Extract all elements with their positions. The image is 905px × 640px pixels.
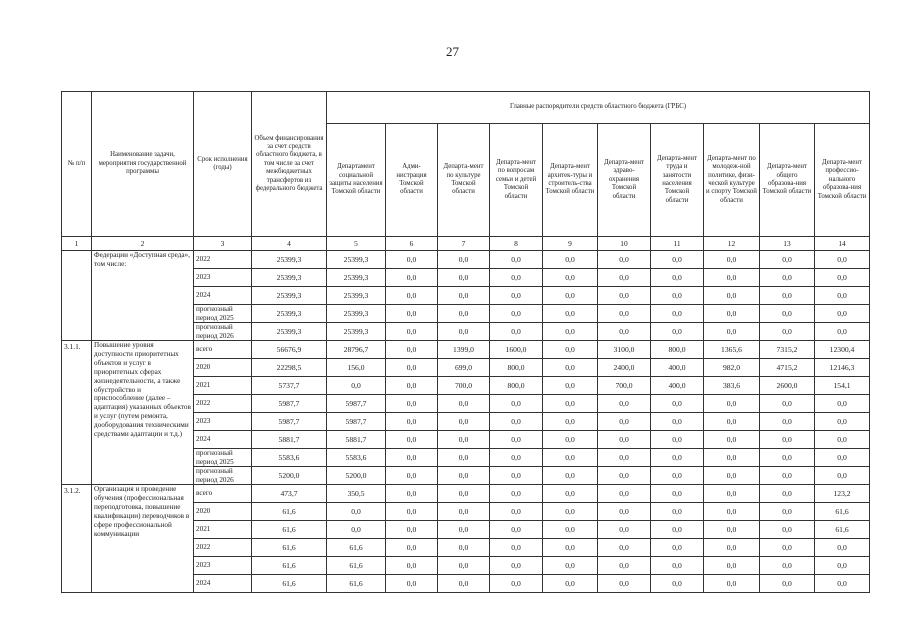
header-grbs-1: Департамент социальной защиты населения Томской области: [327, 124, 386, 237]
value-cell: 0,0: [438, 503, 490, 521]
value-cell: 61,6: [327, 539, 386, 557]
value-cell: 0,0: [815, 269, 870, 287]
value-cell: 0,0: [651, 557, 704, 575]
task-name: Повышение уровня доступности приоритетных объектов и услуг в приоритетных сферах жизнедеятельности, а также обустройство и приспособление (далее – адаптация) указанных объектов и услуг (путем ремонта, дооборудования техническими средствами адаптации и т.д.): [92, 341, 194, 485]
value-cell: 0,0: [704, 503, 760, 521]
value-cell: 0,0: [386, 575, 438, 593]
value-cell: 0,0: [543, 575, 598, 593]
value-cell: 0,0: [490, 521, 543, 539]
value-cell: 1399,0: [438, 341, 490, 359]
value-cell: 0,0: [386, 269, 438, 287]
value-cell: 2400,0: [598, 359, 651, 377]
value-cell: 0,0: [327, 377, 386, 395]
value-cell: 0,0: [651, 449, 704, 467]
value-cell: 0,0: [438, 539, 490, 557]
value-cell: 0,0: [651, 575, 704, 593]
value-cell: 0,0: [760, 269, 815, 287]
value-cell: 25399,3: [252, 269, 327, 287]
period-cell: 2021: [194, 377, 252, 395]
value-cell: 0,0: [704, 431, 760, 449]
value-cell: 0,0: [438, 467, 490, 485]
value-cell: 0,0: [543, 377, 598, 395]
value-cell: 0,0: [760, 323, 815, 341]
period-cell: прогнозный период 2026: [194, 467, 252, 485]
value-cell: 0,0: [438, 395, 490, 413]
column-number: 9: [543, 237, 598, 251]
value-cell: 0,0: [543, 269, 598, 287]
value-cell: 0,0: [704, 539, 760, 557]
value-cell: 0,0: [438, 431, 490, 449]
value-cell: 0,0: [704, 521, 760, 539]
value-cell: 0,0: [598, 449, 651, 467]
value-cell: 473,7: [252, 485, 327, 503]
value-cell: 5881,7: [252, 431, 327, 449]
value-cell: 156,0: [327, 359, 386, 377]
value-cell: 25399,3: [252, 251, 327, 269]
value-cell: 5987,7: [327, 413, 386, 431]
value-cell: 0,0: [490, 539, 543, 557]
value-cell: 61,6: [252, 503, 327, 521]
value-cell: 2600,0: [760, 377, 815, 395]
value-cell: 800,0: [651, 341, 704, 359]
header-term: Срок исполнения (годы): [194, 92, 252, 237]
value-cell: 0,0: [490, 269, 543, 287]
value-cell: 0,0: [598, 269, 651, 287]
value-cell: 0,0: [598, 413, 651, 431]
period-cell: 2022: [194, 539, 252, 557]
value-cell: 0,0: [598, 305, 651, 323]
value-cell: 0,0: [815, 323, 870, 341]
value-cell: 0,0: [490, 413, 543, 431]
value-cell: 0,0: [651, 269, 704, 287]
value-cell: 0,0: [651, 485, 704, 503]
value-cell: 0,0: [438, 449, 490, 467]
period-cell: прогнозный период 2025: [194, 305, 252, 323]
value-cell: 0,0: [760, 413, 815, 431]
value-cell: 0,0: [704, 413, 760, 431]
value-cell: 0,0: [490, 305, 543, 323]
value-cell: 0,0: [438, 557, 490, 575]
value-cell: 0,0: [386, 359, 438, 377]
value-cell: 0,0: [704, 557, 760, 575]
value-cell: 0,0: [543, 539, 598, 557]
period-cell: 2020: [194, 503, 252, 521]
header-grbs-10: Департа-мент профессио-нального образова-ния Томской области: [815, 124, 870, 237]
header-grbs-3: Департа-мент по культуре Томской области: [438, 124, 490, 237]
header-grbs-8: Департа-мент по молодеж-ной политике, физи-ческой культуре и спорту Томской области: [704, 124, 760, 237]
value-cell: 0,0: [704, 467, 760, 485]
value-cell: 56676,9: [252, 341, 327, 359]
period-cell: 2020: [194, 359, 252, 377]
financing-table: [61, 91, 870, 593]
header-num: № п/п: [62, 92, 92, 237]
value-cell: 0,0: [704, 485, 760, 503]
column-number: 5: [327, 237, 386, 251]
value-cell: 0,0: [438, 485, 490, 503]
value-cell: 0,0: [704, 575, 760, 593]
value-cell: 22298,5: [252, 359, 327, 377]
value-cell: 1365,6: [704, 341, 760, 359]
task-name: Организация и проведение обучения (профессиональная переподготовка, повышение квалификации) переводчиков в сфере профессиональной коммуникации: [92, 485, 194, 593]
value-cell: 0,0: [760, 431, 815, 449]
value-cell: 25399,3: [327, 287, 386, 305]
value-cell: 0,0: [760, 539, 815, 557]
value-cell: 0,0: [651, 503, 704, 521]
task-index: [62, 251, 92, 341]
value-cell: 0,0: [815, 395, 870, 413]
value-cell: 1600,0: [490, 341, 543, 359]
header-grbs-5: Департа-мент архитек-туры и строитель-ства Томской области: [543, 124, 598, 237]
value-cell: 61,6: [252, 557, 327, 575]
value-cell: 0,0: [543, 485, 598, 503]
value-cell: 0,0: [651, 305, 704, 323]
value-cell: 0,0: [490, 485, 543, 503]
value-cell: 982,0: [704, 359, 760, 377]
period-cell: всего: [194, 485, 252, 503]
value-cell: 0,0: [704, 287, 760, 305]
value-cell: 5987,7: [252, 395, 327, 413]
value-cell: 0,0: [543, 503, 598, 521]
table-row: [62, 341, 870, 359]
value-cell: 0,0: [386, 521, 438, 539]
value-cell: 0,0: [760, 521, 815, 539]
value-cell: 123,2: [815, 485, 870, 503]
value-cell: 0,0: [598, 251, 651, 269]
value-cell: 0,0: [386, 341, 438, 359]
value-cell: 0,0: [438, 521, 490, 539]
value-cell: 61,6: [815, 521, 870, 539]
value-cell: 0,0: [598, 521, 651, 539]
column-number: 1: [62, 237, 92, 251]
column-number: 2: [92, 237, 194, 251]
value-cell: 0,0: [543, 287, 598, 305]
value-cell: 0,0: [438, 575, 490, 593]
value-cell: 0,0: [704, 323, 760, 341]
value-cell: 0,0: [815, 557, 870, 575]
value-cell: 0,0: [815, 305, 870, 323]
value-cell: 0,0: [490, 557, 543, 575]
task-index: 3.1.2.: [62, 485, 92, 593]
header-grbs-2: Адми-нистрация Томской области: [386, 124, 438, 237]
value-cell: 0,0: [386, 557, 438, 575]
column-number: 14: [815, 237, 870, 251]
period-cell: 2023: [194, 557, 252, 575]
value-cell: 0,0: [386, 305, 438, 323]
value-cell: 61,6: [252, 539, 327, 557]
value-cell: 0,0: [598, 467, 651, 485]
value-cell: 0,0: [760, 503, 815, 521]
period-cell: 2024: [194, 431, 252, 449]
value-cell: 0,0: [438, 287, 490, 305]
value-cell: 0,0: [598, 485, 651, 503]
value-cell: 25399,3: [252, 305, 327, 323]
value-cell: 0,0: [386, 287, 438, 305]
value-cell: 383,6: [704, 377, 760, 395]
value-cell: 0,0: [438, 323, 490, 341]
value-cell: 0,0: [490, 575, 543, 593]
value-cell: 0,0: [543, 395, 598, 413]
value-cell: 0,0: [438, 305, 490, 323]
value-cell: 0,0: [815, 287, 870, 305]
value-cell: 0,0: [815, 431, 870, 449]
value-cell: 700,0: [598, 377, 651, 395]
value-cell: 0,0: [815, 449, 870, 467]
value-cell: 0,0: [543, 323, 598, 341]
value-cell: 0,0: [386, 377, 438, 395]
period-cell: 2022: [194, 395, 252, 413]
value-cell: 400,0: [651, 377, 704, 395]
value-cell: 0,0: [651, 287, 704, 305]
value-cell: 0,0: [386, 251, 438, 269]
value-cell: 0,0: [543, 413, 598, 431]
value-cell: 0,0: [760, 395, 815, 413]
value-cell: 5881,7: [327, 431, 386, 449]
value-cell: 0,0: [598, 503, 651, 521]
value-cell: 0,0: [543, 431, 598, 449]
value-cell: 0,0: [543, 305, 598, 323]
value-cell: 5200,0: [252, 467, 327, 485]
value-cell: 800,0: [490, 359, 543, 377]
column-number: 3: [194, 237, 252, 251]
value-cell: 12300,4: [815, 341, 870, 359]
value-cell: 0,0: [704, 251, 760, 269]
value-cell: 0,0: [704, 305, 760, 323]
value-cell: 0,0: [490, 395, 543, 413]
column-number: 4: [252, 237, 327, 251]
value-cell: 400,0: [651, 359, 704, 377]
period-cell: 2024: [194, 575, 252, 593]
value-cell: 0,0: [543, 251, 598, 269]
value-cell: 0,0: [651, 431, 704, 449]
value-cell: 154,1: [815, 377, 870, 395]
value-cell: 0,0: [815, 575, 870, 593]
value-cell: 0,0: [598, 323, 651, 341]
value-cell: 0,0: [490, 449, 543, 467]
value-cell: 0,0: [598, 287, 651, 305]
value-cell: 0,0: [490, 251, 543, 269]
value-cell: 61,6: [252, 575, 327, 593]
value-cell: 5583,6: [252, 449, 327, 467]
value-cell: 0,0: [543, 557, 598, 575]
header-grbs-4: Департа-мент по вопросам семьи и детей Томской области: [490, 124, 543, 237]
value-cell: 0,0: [327, 521, 386, 539]
value-cell: 800,0: [490, 377, 543, 395]
value-cell: 0,0: [651, 251, 704, 269]
task-index: 3.1.1.: [62, 341, 92, 485]
period-cell: прогнозный период 2026: [194, 323, 252, 341]
value-cell: 5987,7: [327, 395, 386, 413]
value-cell: 0,0: [651, 521, 704, 539]
value-cell: 25399,3: [327, 305, 386, 323]
column-number: 10: [598, 237, 651, 251]
column-number: 8: [490, 237, 543, 251]
period-cell: прогнозный период 2025: [194, 449, 252, 467]
header-grbs-9: Департа-мент общего образова-ния Томской области: [760, 124, 815, 237]
value-cell: 350,5: [327, 485, 386, 503]
value-cell: 25399,3: [252, 323, 327, 341]
value-cell: 0,0: [760, 575, 815, 593]
value-cell: 61,6: [327, 557, 386, 575]
value-cell: 0,0: [651, 467, 704, 485]
value-cell: 0,0: [815, 467, 870, 485]
page-number: 27: [446, 44, 459, 59]
value-cell: 0,0: [651, 395, 704, 413]
value-cell: 12146,3: [815, 359, 870, 377]
value-cell: 0,0: [704, 449, 760, 467]
value-cell: 5583,6: [327, 449, 386, 467]
value-cell: 0,0: [704, 395, 760, 413]
value-cell: 0,0: [386, 503, 438, 521]
column-number: 6: [386, 237, 438, 251]
header-grbs-6: Департа-мент здраво-охранения Томской области: [598, 124, 651, 237]
value-cell: 0,0: [760, 305, 815, 323]
value-cell: 0,0: [490, 467, 543, 485]
value-cell: 0,0: [490, 503, 543, 521]
value-cell: 0,0: [598, 557, 651, 575]
period-cell: 2024: [194, 287, 252, 305]
value-cell: 5987,7: [252, 413, 327, 431]
value-cell: 7315,2: [760, 341, 815, 359]
value-cell: 0,0: [386, 539, 438, 557]
value-cell: 0,0: [386, 485, 438, 503]
value-cell: 0,0: [327, 503, 386, 521]
task-name: Федерации «Доступная среда», том числе:: [92, 251, 194, 341]
value-cell: 0,0: [543, 521, 598, 539]
value-cell: 0,0: [386, 467, 438, 485]
value-cell: 0,0: [543, 341, 598, 359]
value-cell: 25399,3: [327, 251, 386, 269]
table-row: [62, 251, 870, 269]
value-cell: 0,0: [760, 557, 815, 575]
value-cell: 0,0: [598, 539, 651, 557]
value-cell: 0,0: [438, 251, 490, 269]
value-cell: 0,0: [760, 251, 815, 269]
value-cell: 0,0: [760, 467, 815, 485]
value-cell: 25399,3: [327, 323, 386, 341]
value-cell: 0,0: [815, 251, 870, 269]
value-cell: 0,0: [815, 539, 870, 557]
table-row: [62, 485, 870, 503]
value-cell: 0,0: [490, 431, 543, 449]
value-cell: 699,0: [438, 359, 490, 377]
value-cell: 25399,3: [252, 287, 327, 305]
value-cell: 0,0: [386, 395, 438, 413]
value-cell: 0,0: [815, 413, 870, 431]
value-cell: 0,0: [760, 449, 815, 467]
value-cell: 0,0: [386, 323, 438, 341]
value-cell: 0,0: [386, 431, 438, 449]
value-cell: 5200,0: [327, 467, 386, 485]
value-cell: 0,0: [438, 413, 490, 431]
value-cell: 0,0: [386, 413, 438, 431]
period-cell: 2023: [194, 413, 252, 431]
value-cell: 61,6: [252, 521, 327, 539]
period-cell: 2022: [194, 251, 252, 269]
value-cell: 0,0: [490, 287, 543, 305]
value-cell: 61,6: [327, 575, 386, 593]
value-cell: 0,0: [651, 413, 704, 431]
value-cell: 0,0: [598, 575, 651, 593]
header-name: Наименование задачи, мероприятия государственной программы: [92, 92, 194, 237]
value-cell: 0,0: [704, 269, 760, 287]
value-cell: 0,0: [438, 269, 490, 287]
column-number: 11: [651, 237, 704, 251]
value-cell: 0,0: [490, 323, 543, 341]
value-cell: 0,0: [598, 395, 651, 413]
value-cell: 700,0: [438, 377, 490, 395]
period-cell: всего: [194, 341, 252, 359]
period-cell: 2021: [194, 521, 252, 539]
value-cell: 0,0: [386, 449, 438, 467]
value-cell: 0,0: [598, 431, 651, 449]
value-cell: 0,0: [760, 485, 815, 503]
value-cell: 0,0: [543, 359, 598, 377]
value-cell: 5737,7: [252, 377, 327, 395]
value-cell: 4715,2: [760, 359, 815, 377]
header-grbs-title: Главные распорядители средств областного бюджета (ГРБС): [327, 92, 870, 124]
period-cell: 2023: [194, 269, 252, 287]
value-cell: 3100,0: [598, 341, 651, 359]
header-grbs-7: Департа-мент труда и занятости населения Томской области: [651, 124, 704, 237]
header-volume: Объем финансирования за счет средств областного бюджета, в том числе за счет межбюджетных трансфертов из федерального бюджета: [252, 92, 327, 237]
value-cell: 0,0: [651, 323, 704, 341]
column-number: 7: [438, 237, 490, 251]
value-cell: 28796,7: [327, 341, 386, 359]
value-cell: 0,0: [760, 287, 815, 305]
column-number: 12: [704, 237, 760, 251]
column-number: 13: [760, 237, 815, 251]
value-cell: 25399,3: [327, 269, 386, 287]
value-cell: 0,0: [543, 467, 598, 485]
value-cell: 0,0: [543, 449, 598, 467]
value-cell: 61,6: [815, 503, 870, 521]
value-cell: 0,0: [651, 539, 704, 557]
